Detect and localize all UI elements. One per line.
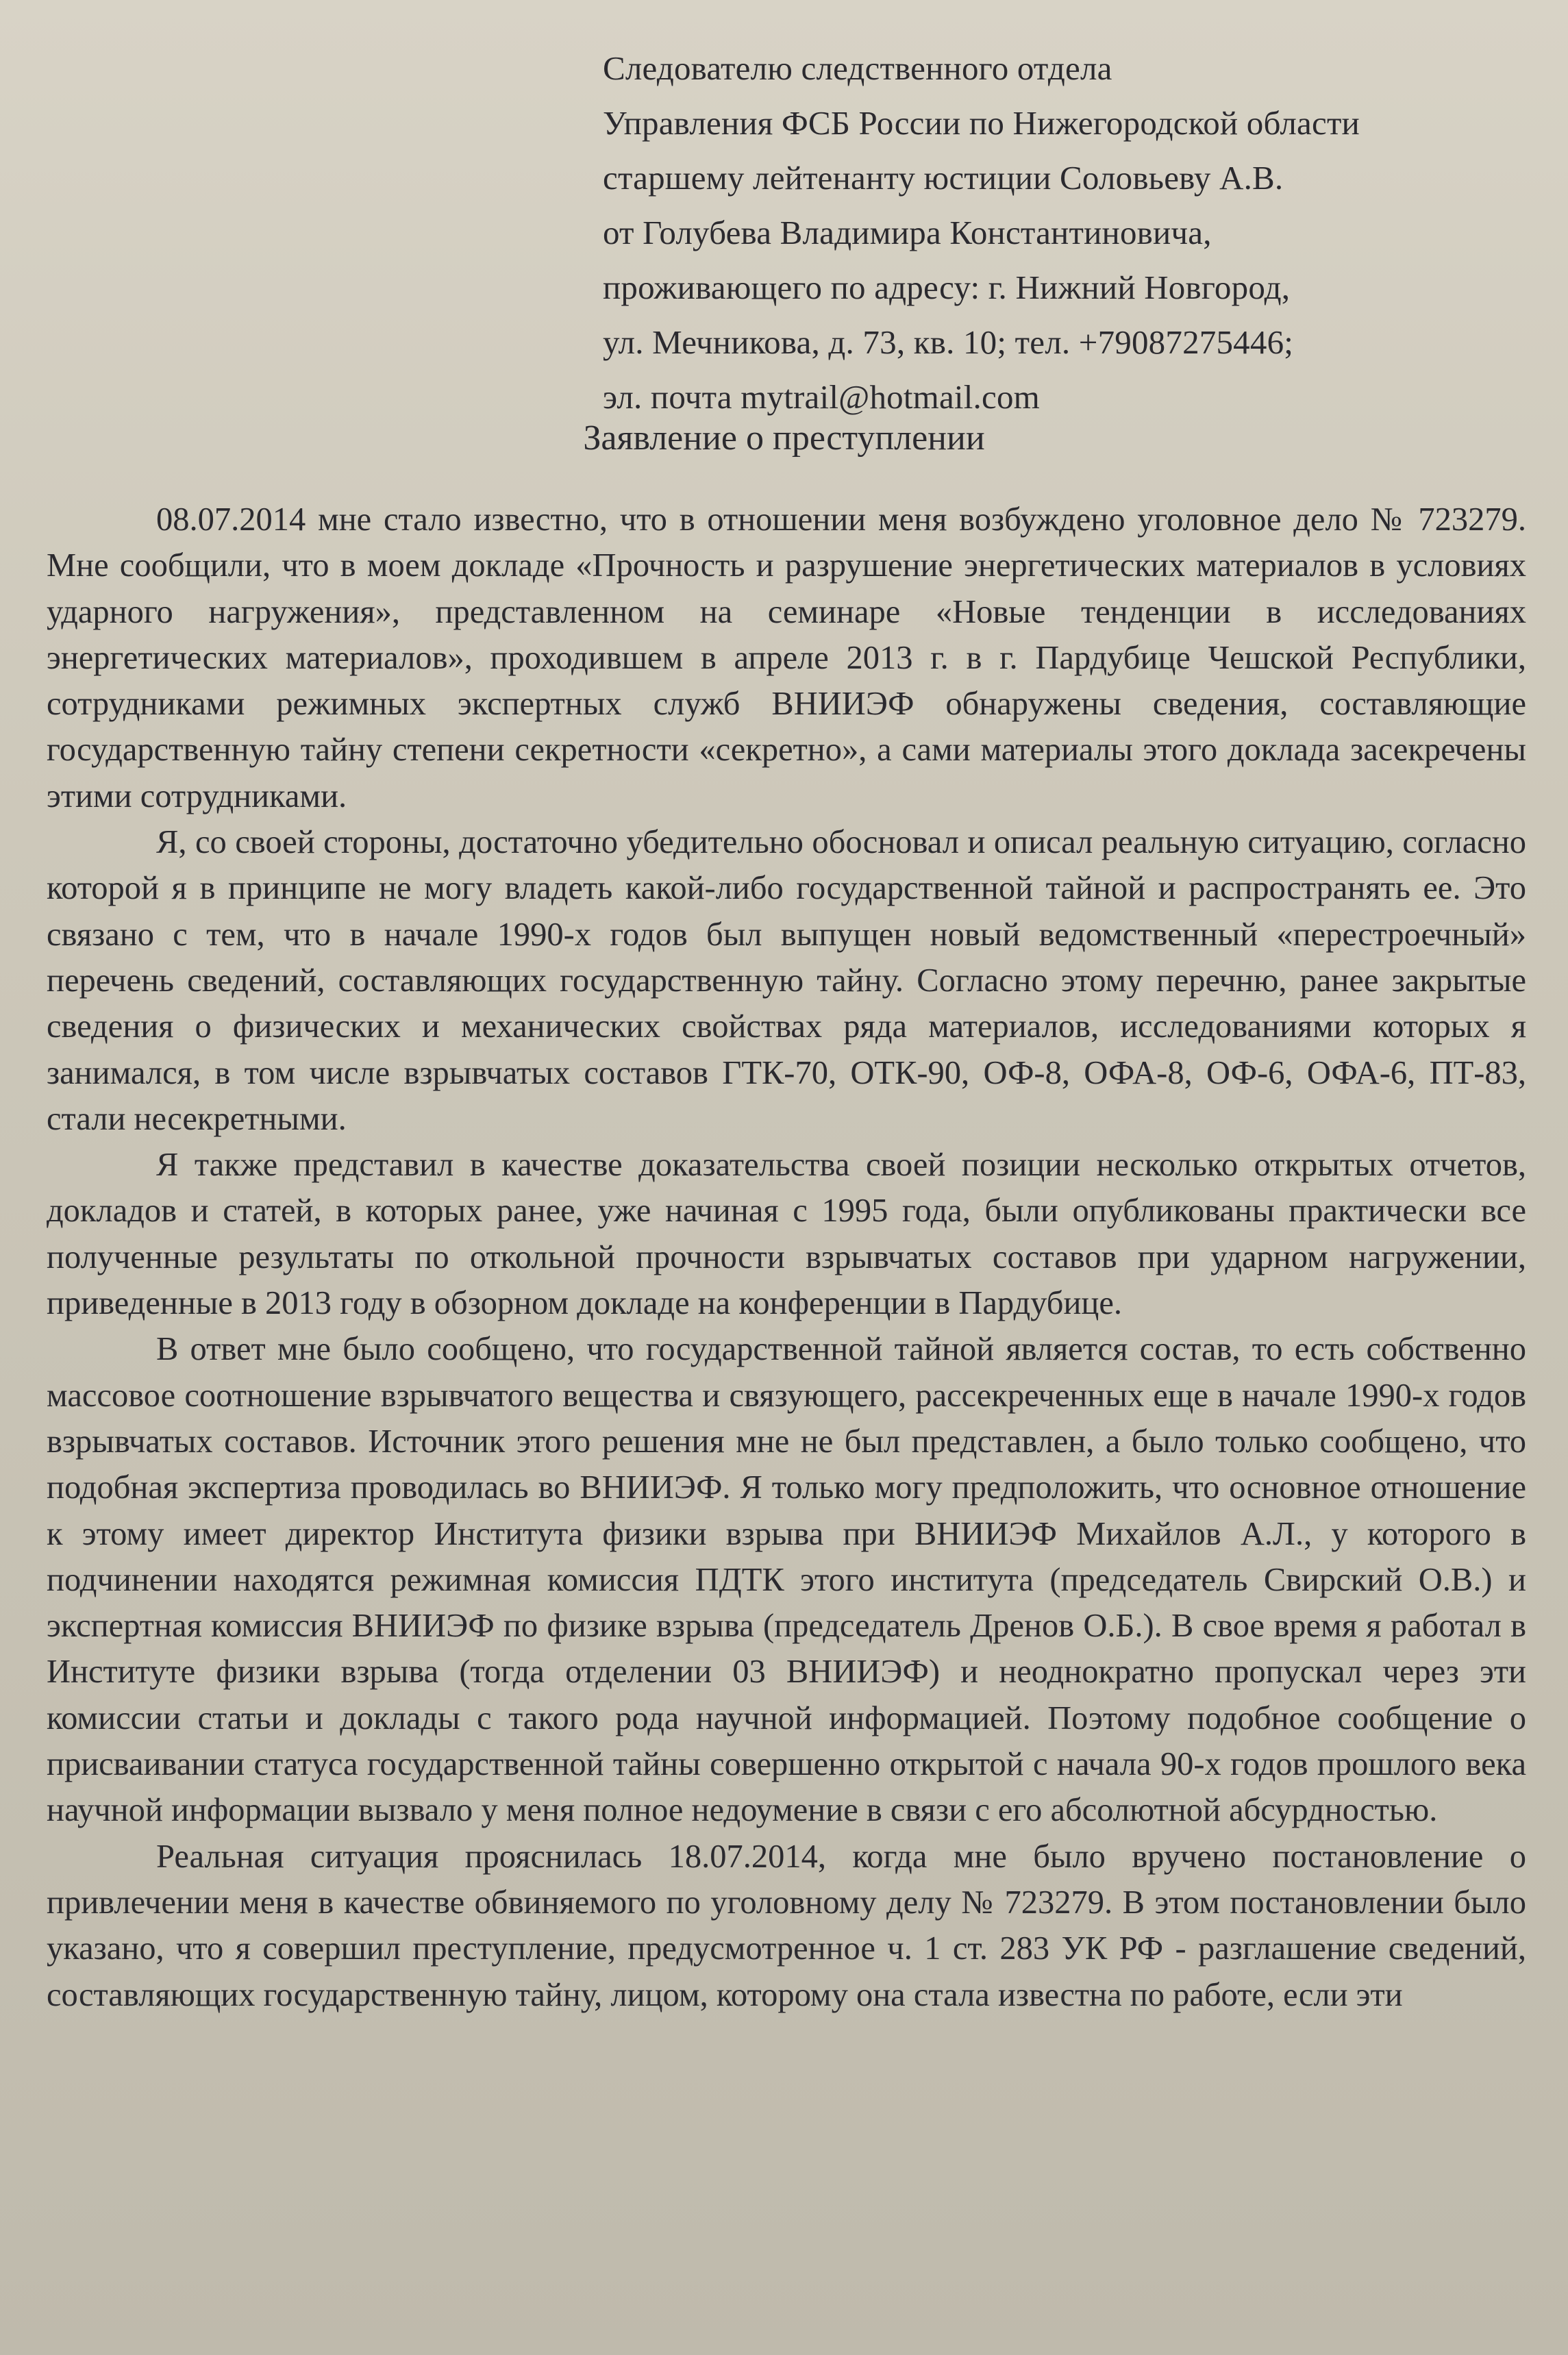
document-body [47,497,1526,2018]
addressee-line-7: эл. почта mytrail@hotmail.com [603,378,1040,416]
paragraph-1: 08.07.2014 мне стало известно, что в отношении меня возбуждено уголовное дело № 723279. Мне сообщили, что в моем докладе «Прочность и разрушение энергетических материалов в условиях ударного нагружения», представленном на семинаре «Новые тенденции в исследованиях энергетических материалов», проходившем в апреле 2013 г. в г. Пардубице Чешской Республики, сотрудниками режимных экспертных служб ВНИИЭФ обнаружены сведения, составляющие государственную тайну степени секретности «секретно», а сами материалы этого доклада засекречены этими сотрудниками. [47,501,1526,814]
addressee-line-5: проживающего по адресу: г. Нижний Новгород, [603,269,1291,306]
paragraph-2: Я, со своей стороны, достаточно убедительно обосновал и описал реальную ситуацию, согласно которой я в принципе не могу владеть какой-либо государственной тайной и распространять ее. Это связано с тем, что в начале 1990-х годов был выпущен новый ведомственный «перестроечный» перечень сведений, составляющих государственную тайну. Согласно этому перечню, ранее закрытые сведения о физических и механических свойствах ряда материалов, исследованиями которых я занимался, в том числе взрывчатых составов ГТК-70, ОТК-90, ОФ-8, ОФА-8, ОФ-6, ОФА-6, ПТ-83, стали несекретными. [47,824,1526,1137]
addressee-line-3: старшему лейтенанту юстиции Соловьеву А.В. [603,159,1284,197]
paragraph-5: Реальная ситуация прояснилась 18.07.2014, когда мне было вручено постановление о привлечении меня в качестве обвиняемого по уголовному делу № 723279. В этом постановлении было указано, что я совершил преступление, предусмотренное ч. 1 ст. 283 УК РФ - разглашение сведений, составляющих государственную тайну, лицом, которому она стала известна по работе, если эти [47,1838,1526,2013]
addressee-block [603,41,1514,425]
addressee-line-4: от Голубева Владимира Константиновича, [603,214,1212,251]
paragraph-3: Я также представил в качестве доказательства своей позиции несколько открытых отчетов, докладов и статей, в которых ранее, уже начиная с 1995 года, были опубликованы практически все полученные результаты по откольной прочности взрывчатых составов при ударном нагружении, приведенные в 2013 году в обзорном докладе на конференции в Пардубице. [47,1147,1526,1322]
addressee-line-1: Следователю следственного отдела [603,49,1112,87]
document-title: Заявление о преступлении [583,419,985,458]
addressee-line-6: ул. Мечникова, д. 73, кв. 10; тел. +79087275446; [603,323,1294,361]
paragraph-4: В ответ мне было сообщено, что государственной тайной является состав, то есть собственно массовое соотношение взрывчатого вещества и связующего, рассекреченных еще в начале 1990-х годов взрывчатых составов. Источник этого решения мне не был представлен, а было только сообщено, что подобная экспертиза проводилась во ВНИИЭФ. Я только могу предположить, что основное отношение к этому имеет директор Института физики взрыва при ВНИИЭФ Михайлов А.Л., у которого в подчинении находятся режимная комиссия ПДТК этого института (председатель Свирский О.В.) и экспертная комиссия ВНИИЭФ по физике взрыва (председатель Дренов О.Б.). В свое время я работал в Институте физики взрыва (тогда отделении 03 ВНИИЭФ) и неоднократно пропускал через эти комиссии статьи и доклады с такого рода научной информацией. Поэтому подобное сообщение о присваивании статуса государственной тайны совершенно открытой с начала 90-х годов прошлого века научной информации вызвало у меня полное недоумение в связи с его абсолютной абсурдностью. [47,1331,1526,1829]
addressee-line-2: Управления ФСБ России по Нижегородской области [603,104,1360,142]
